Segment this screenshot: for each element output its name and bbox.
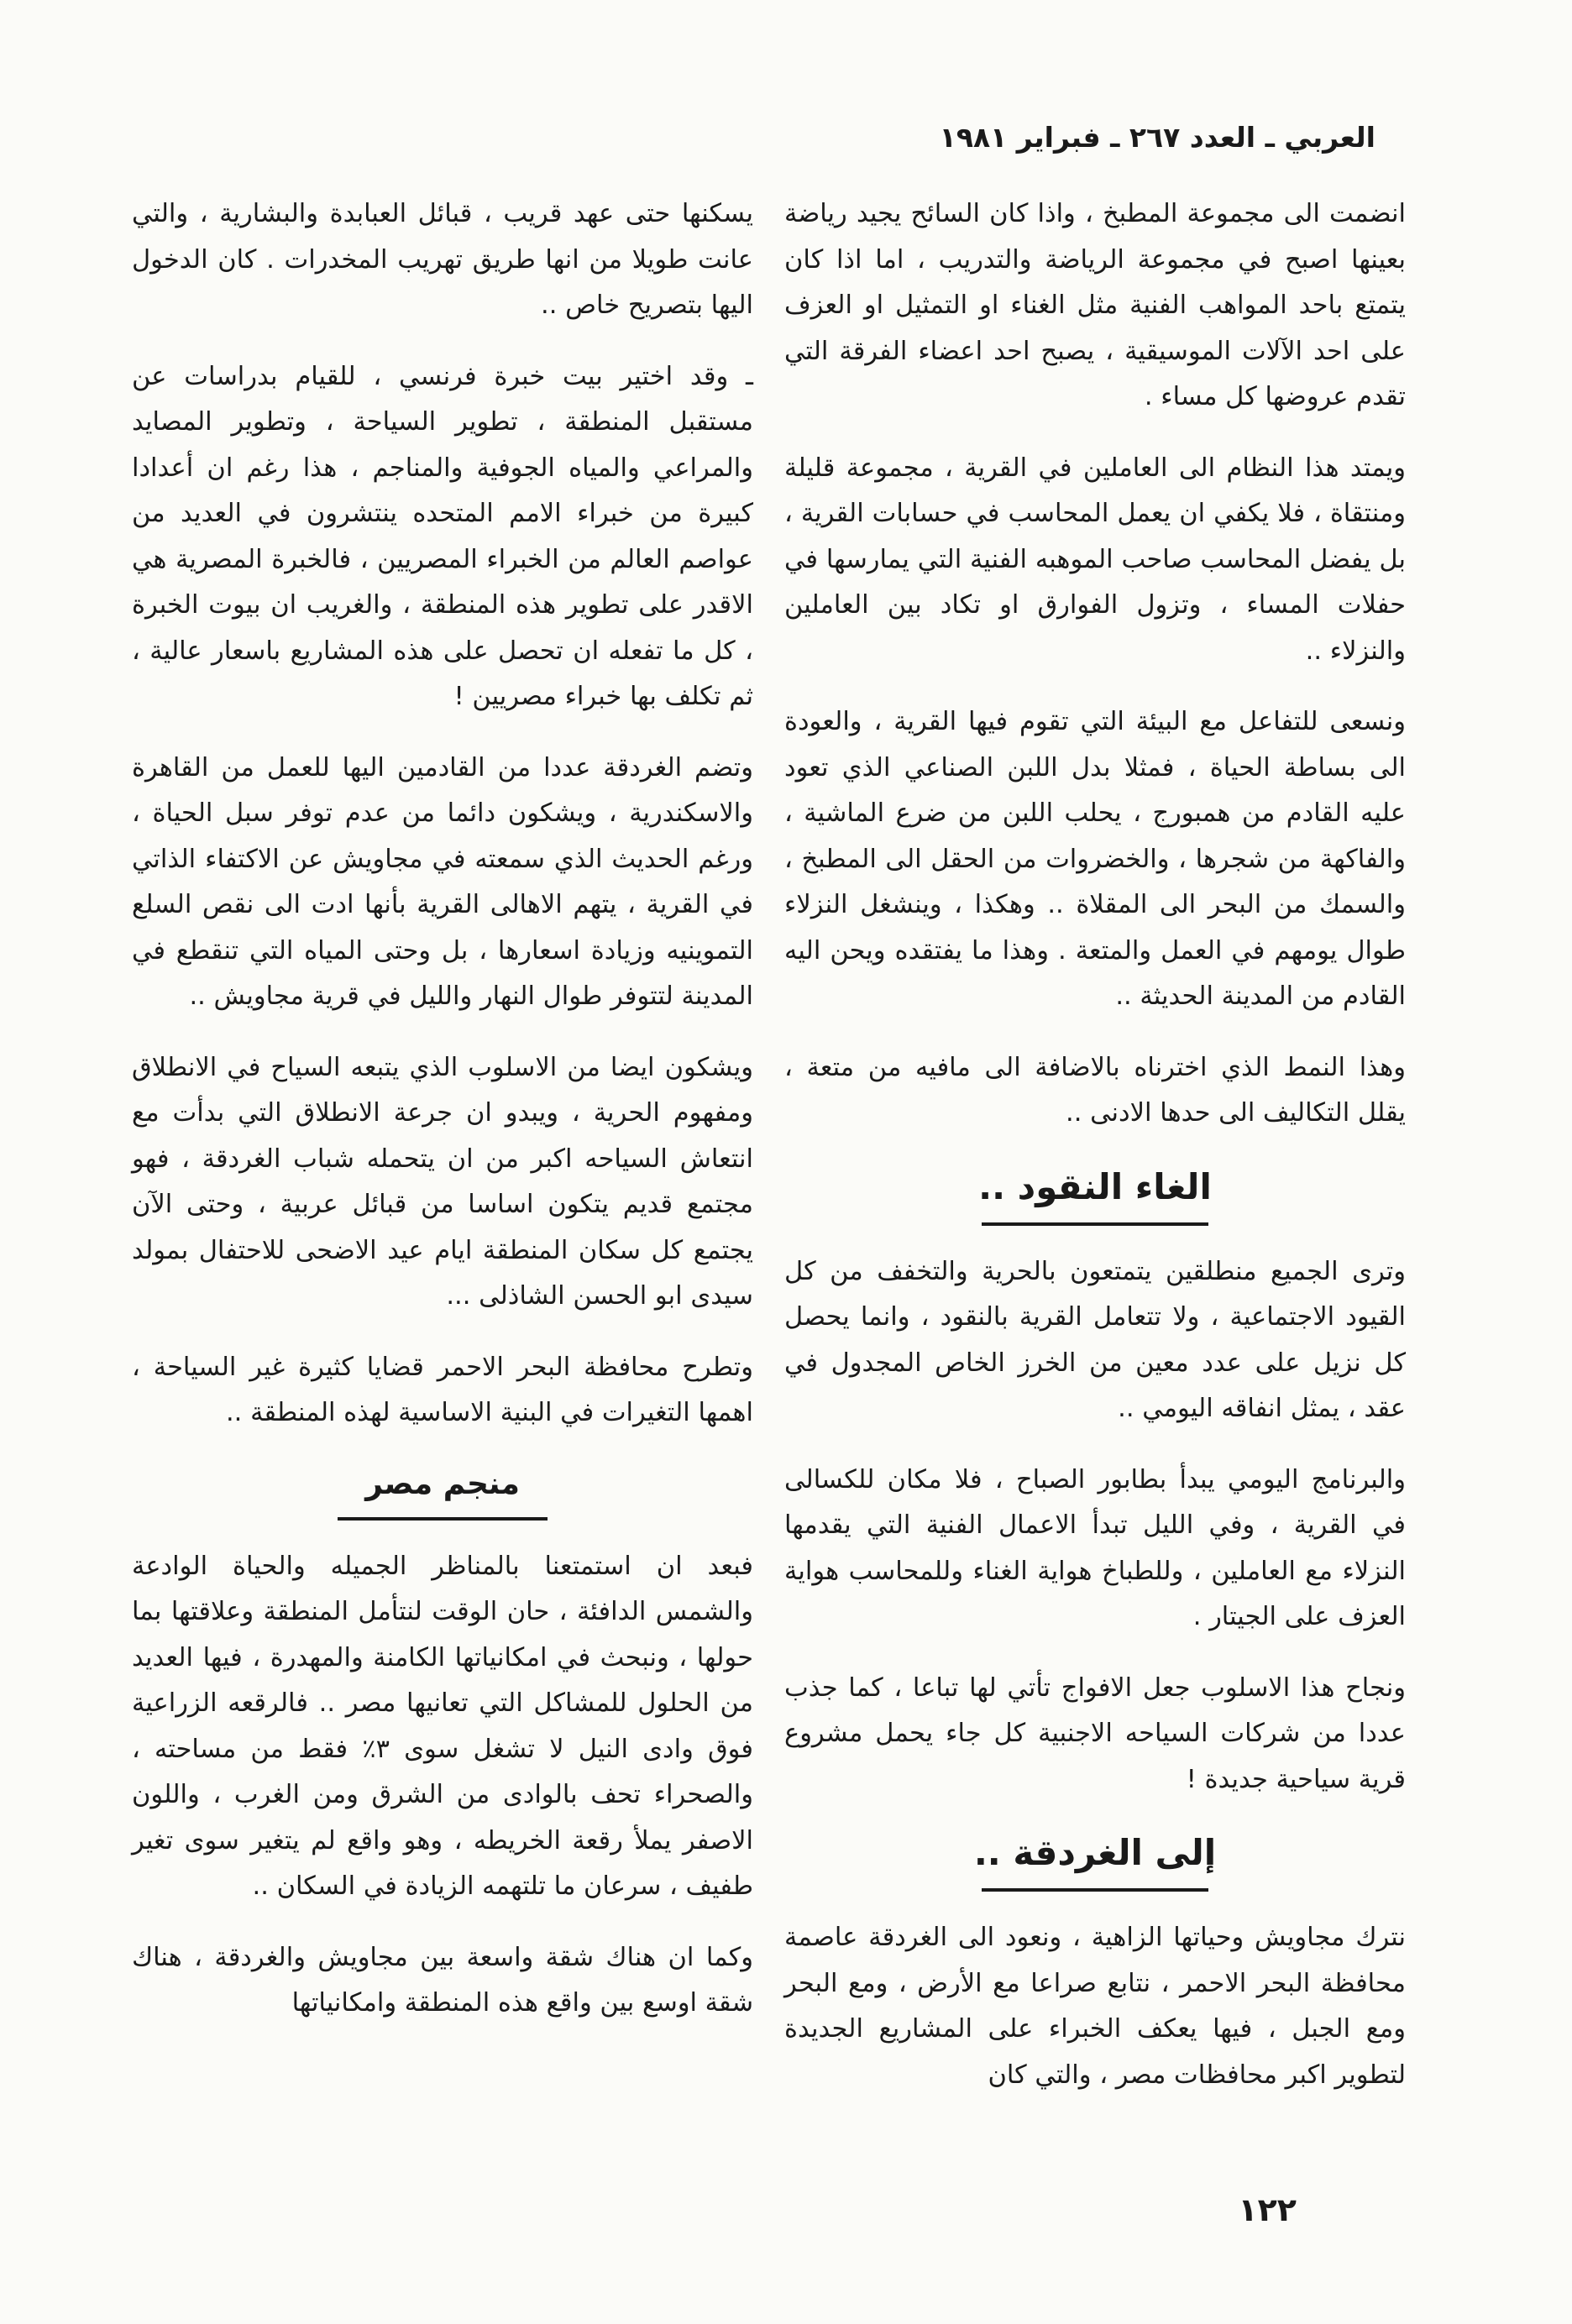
paragraph: وهذا النمط الذي اخترناه بالاضافة الى مافيه من متعة ، يقلل التكاليف الى حدها الادنى .. [784,1052,1406,1128]
paragraph: ونجاح هذا الاسلوب جعل الافواج تأتي لها تباعا ، كما جذب عددا من شركات السياحه الاجنبية كل جاء يحمل مشروع قرية سياحية جديدة ! [784,1672,1406,1794]
paragraph: وترى الجميع منطلقين يتمتعون بالحرية والتخفف من كل القيود الاجتماعية ، ولا تتعامل القرية بالنقود ، وانما يحصل كل نزيل على عدد معين من الخرز الخاص المجدول في عقد ، يمثل انفاقه اليومي .. [784,1256,1406,1423]
section-heading-text: الغاء النقود .. [978,1165,1212,1207]
right-column [784,191,1406,2123]
paragraph: يسكنها حتى عهد قريب ، قبائل العبابدة والبشارية ، والتي عانت طويلا من انها طريق تهريب المخدرات . كان الدخول اليها بتصريح خاص .. [132,199,753,320]
section-heading-to-hurghada [784,1828,1406,1892]
section-heading-egypt-mine [132,1462,753,1521]
heading-underline [982,1222,1208,1226]
paragraph: ـ وقد اختير بيت خبرة فرنسي ، للقيام بدراسات عن مستقبل المنطقة ، تطوير السياحة ، وتطوير المصايد والمراعي والمياه الجوفية والمناجم ، هذا رغم ان أعدادا كبيرة من خبراء الامم المتحده ينتشرون في العديد من عواصم العالم من الخبراء المصريين ، فالخبرة المصرية هي الاقدر على تطوير هذه المنطقة ، والغريب ان بيوت الخبرة ، كل ما تفعله ان تحصل على هذه المشاريع باسعار عالية ، ثم تكلف بها خبراء مصريين ! [132,361,753,711]
paragraph: وتطرح محافظة البحر الاحمر قضايا كثيرة غير السياحة ، اهمها التغيرات في البنية الاساسية لهذه المنطقة .. [132,1352,753,1427]
section-heading-text: منجم مصر [365,1466,520,1501]
paragraph: ونسعى للتفاعل مع البيئة التي تقوم فيها القرية ، والعودة الى بساطة الحياة ، فمثلا بدل اللبن الصناعي الذي تعود عليه القادم من همبورج ، يحلب اللبن من ضرع الماشية ، والفاكهة من شجرها ، والخضروات من الحقل الى المطبخ ، والسمك من البحر الى المقلاة .. وهكذا ، وينشغل النزلاء طوال يومهم في العمل والمتعة . وهذا ما يفتقده ويحن اليه القادم من المدينة الحديثة .. [784,707,1406,1011]
paragraph: انضمت الى مجموعة المطبخ ، واذا كان السائح يجيد رياضة بعينها اصبح في مجموعة الرياضة والتدريب ، اما اذا كان يتمتع باحد المواهب الفنية مثل الغناء او التمثيل او العزف على احد الآلات الموسيقية ، يصبح احد اعضاء الفرقة التي تقدم عروضها كل مساء . [784,199,1406,411]
paragraph: ويمتد هذا النظام الى العاملين في القرية ، مجموعة قليلة ومنتقاة ، فلا يكفي ان يعمل المحاسب في حسابات القرية ، بل يفضل المحاسب صاحب الموهبه الفنية التي يمارسها في حفلات المساء ، وتزول الفوارق او تكاد بين العاملين والنزلاء .. [784,453,1406,666]
paragraph: والبرنامج اليومي يبدأ بطابور الصباح ، فلا مكان للكسالى في القرية ، وفي الليل تبدأ الاعمال الفنية التي يقدمها النزلاء مع العاملين ، وللطباخ هواية الغناء وللمحاسب هواية العزف على الجيتار . [784,1464,1406,1631]
paragraph: وكما ان هناك شقة واسعة بين مجاويش والغردقة ، هناك شقة اوسع بين واقع هذه المنطقة وامكانياتها [132,1942,753,2018]
left-column [132,191,753,2052]
heading-underline [982,1888,1208,1892]
paragraph: نترك مجاويش وحياتها الزاهية ، ونعود الى الغردقة عاصمة محافظة البحر الاحمر ، نتابع صراعا مع الأرض ، ومع البحر ومع الجبل ، فيها يعكف الخبراء على المشاريع الجديدة لتطوير اكبر محافظات مصر ، والتي كان [784,1923,1406,2090]
section-heading-text: إلى الغردقة .. [973,1832,1217,1873]
page-number: ١٢٢ [1238,2191,1297,2228]
paragraph: فبعد ان استمتعنا بالمناظر الجميله والحياة الوادعة والشمس الدافئة ، حان الوقت لنتأمل المنطقة وعلاقتها بما حولها ، ونبحث في امكانياتها الكامنة والمهدرة ، فيها العديد من الحلول للمشاكل التي تعانيها مصر .. فالرقعه الزراعية فوق وادى النيل لا تشغل سوى ٣٪ فقط من مساحته ، والصحراء تحف بالوادى من الشرق ومن الغرب ، واللون الاصفر يملأ رقعة الخريطه ، وهو واقع لم يتغير سوى تغير طفيف ، سرعان ما تلتهمه الزيادة في السكان .. [132,1551,753,1901]
heading-underline [338,1517,548,1521]
paragraph: وتضم الغردقة عددا من القادمين اليها للعمل من القاهرة والاسكندرية ، ويشكون دائما من عدم توفر سبل الحياة ، ورغم الحديث الذي سمعته في مجاويش عن الاكتفاء الذاتي في القرية ، يتهم الاهالى القرية بأنها ادت الى نقص السلع التموينيه وزيادة اسعارها ، بل وحتى المياه التي تنقطع في المدينة لتتوفر طوال النهار والليل في قرية مجاويش .. [132,752,753,1011]
running-header: العربي ـ العدد ٢٦٧ ـ فبراير ١٩٨١ [939,121,1376,154]
paragraph: ويشكون ايضا من الاسلوب الذي يتبعه السياح في الانطلاق ومفهوم الحرية ، ويبدو ان جرعة الانطلاق التي بدأت مع انتعاش السياحه اكبر من ان يتحمله شباب الغردقة ، فهو مجتمع قديم يتكون اساسا من قبائل عربية ، وحتى الآن يجتمع كل سكان المنطقة ايام عيد الاضحى للاحتفال بمولد سيدى ابو الحسن الشاذلى ... [132,1052,753,1311]
section-heading-abolish-money [784,1162,1406,1226]
